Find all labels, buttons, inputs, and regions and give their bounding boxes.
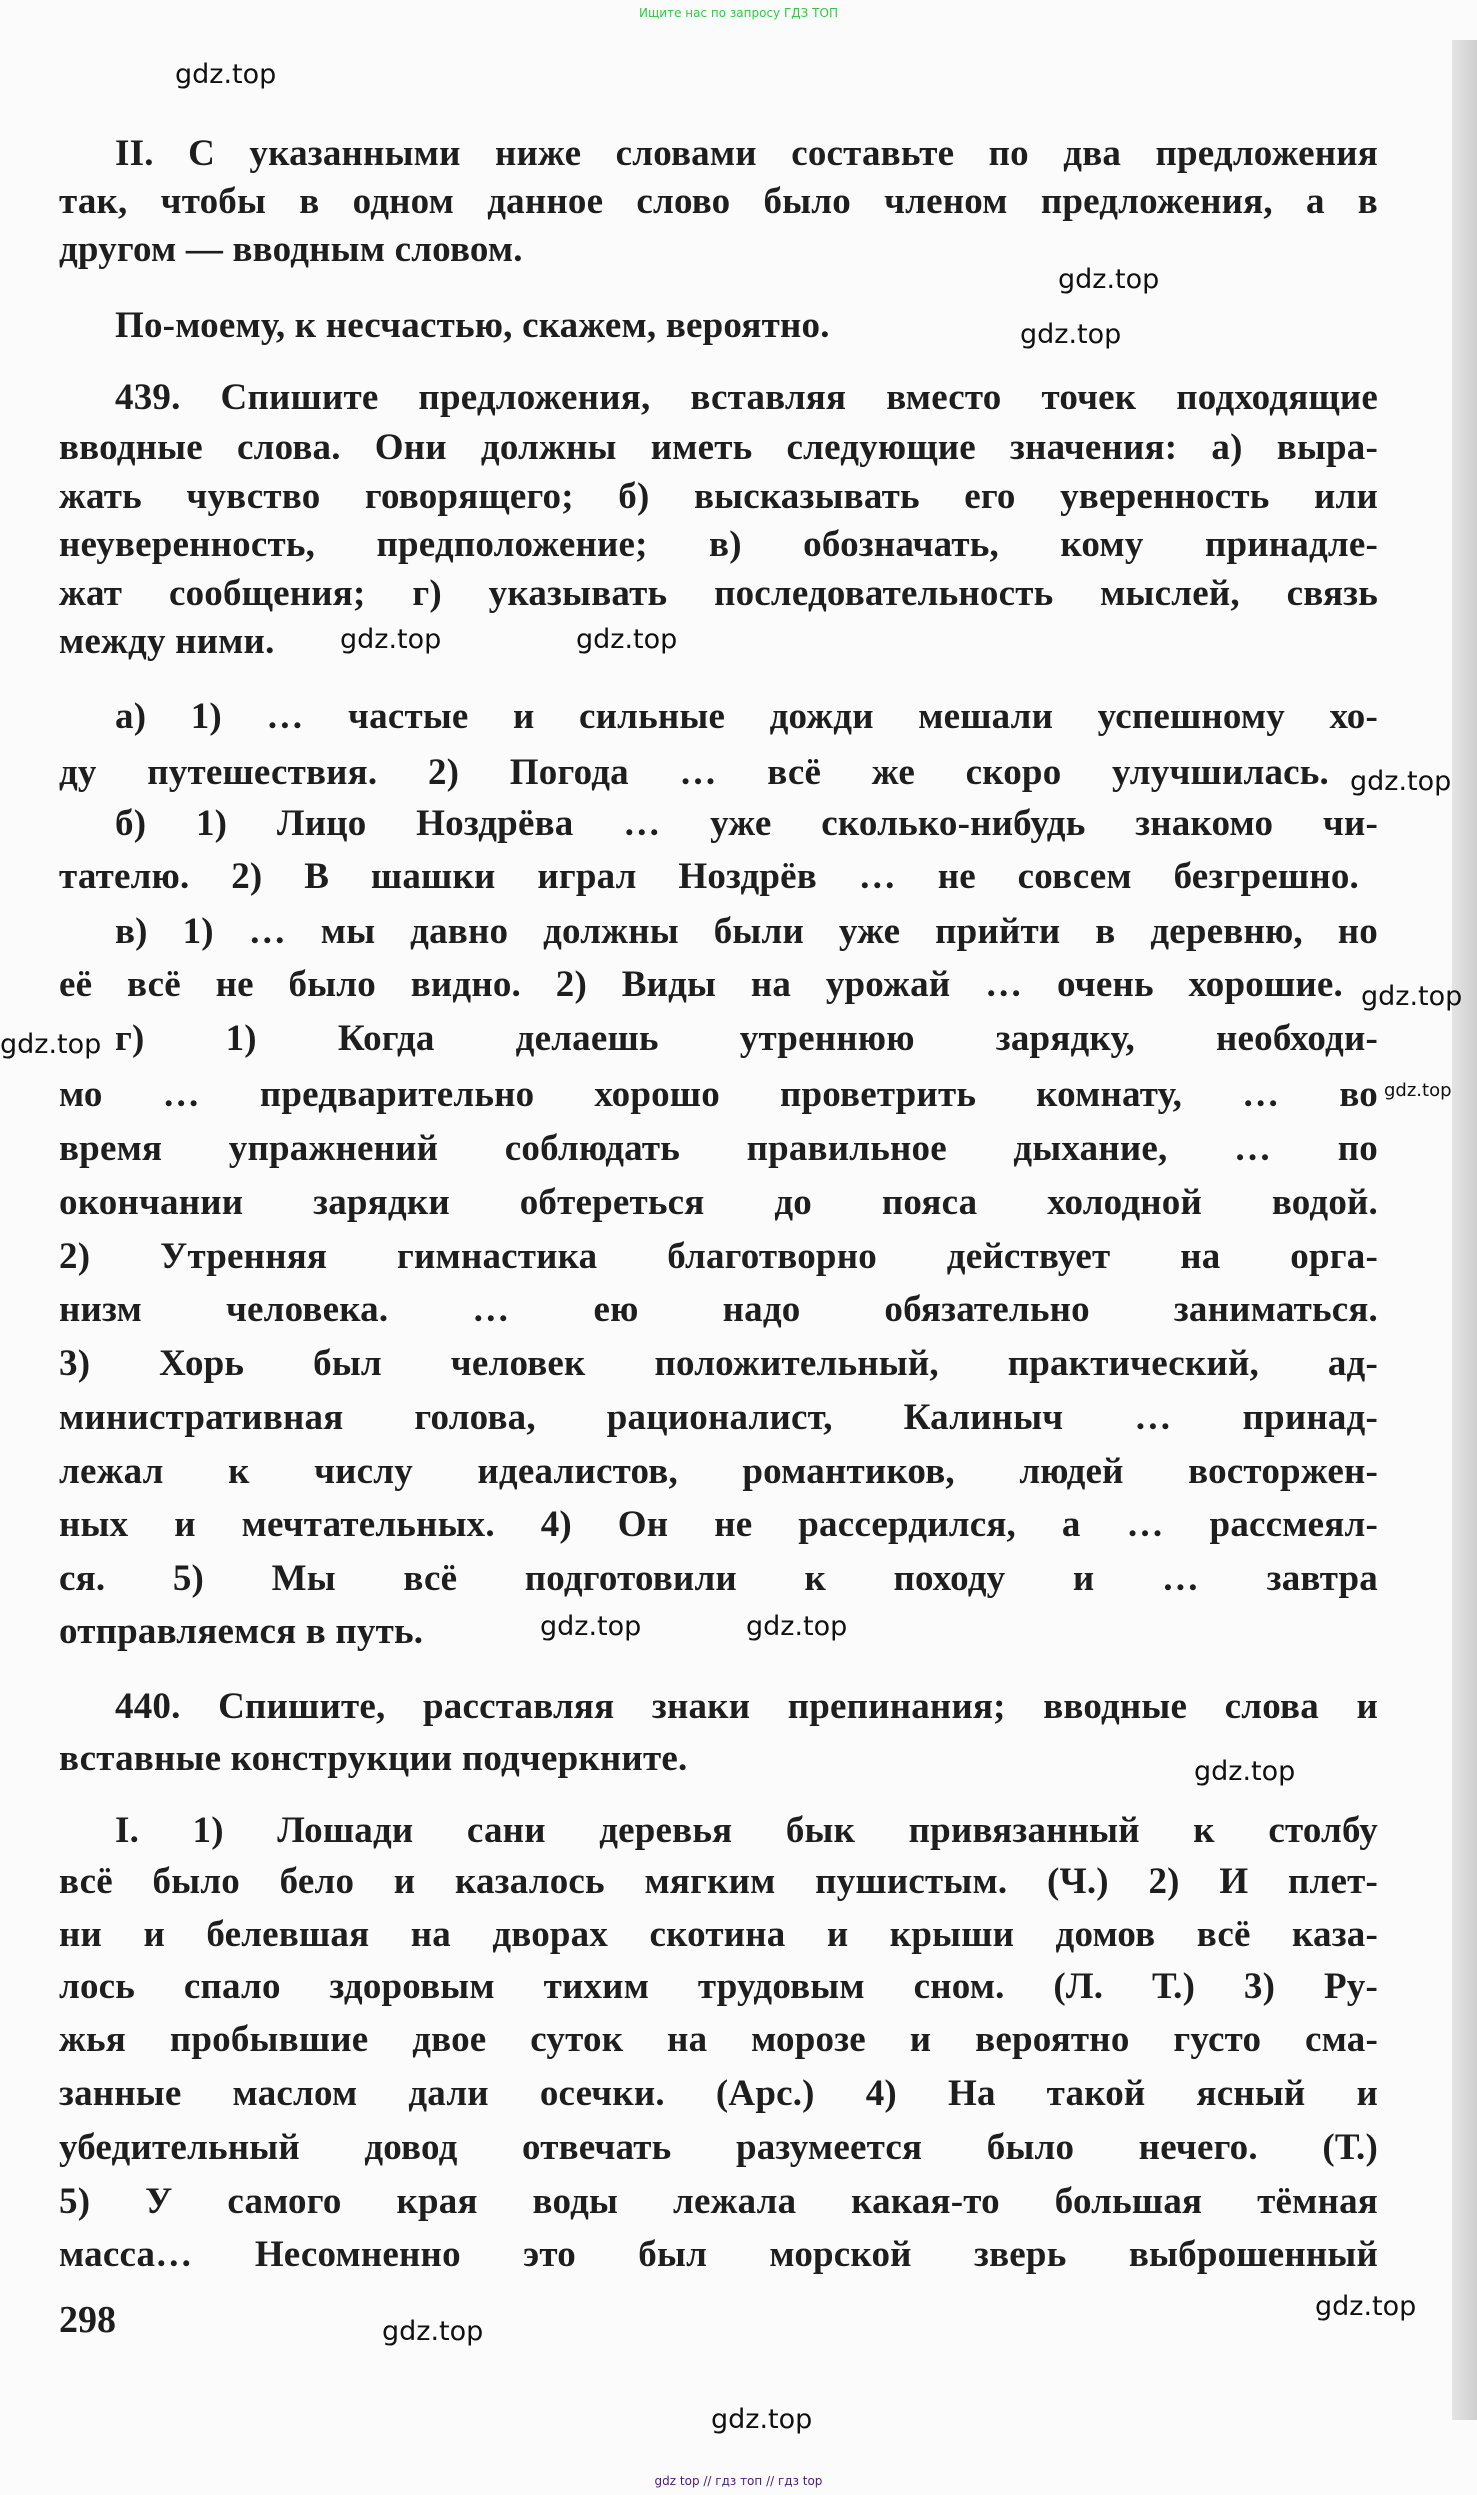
text-line: 5) У самого края воды лежала какая-то большая тёмная	[59, 2181, 1378, 2222]
watermark: gdz.top	[1315, 2291, 1417, 2322]
text-line: её всё не было видно. 2) Виды на урожай … очень хорошие.	[59, 964, 1343, 1005]
text-line: б) 1) Лицо Ноздрёва … уже сколько-нибудь знакомо чи-	[115, 803, 1378, 844]
text-line: ни и белевшая на дворах скотина и крыши домов всё каза-	[59, 1914, 1378, 1955]
watermark: gdz.top	[1361, 981, 1463, 1012]
text-line: а) 1) … частые и сильные дожди мешали успешному хо-	[115, 696, 1378, 737]
text-line: I. 1) Лошади сани деревья бык привязанный к столбу	[115, 1810, 1378, 1851]
text-line: занные маслом дали осечки. (Арс.) 4) На такой ясный и	[59, 2073, 1378, 2114]
text-line: всё было бело и казалось мягким пушистым. (Ч.) 2) И плет-	[59, 1861, 1378, 1902]
watermark: gdz.top	[382, 2316, 484, 2347]
text-line: вставные конструкции подчеркните.	[59, 1738, 688, 1779]
watermark: gdz.top	[1020, 319, 1122, 350]
text-line: II. С указанными ниже словами составьте по два предложения	[115, 133, 1378, 174]
page-edge-shadow	[1452, 40, 1477, 2420]
bottom-banner: gdz top // гдз топ // гдз top	[654, 2474, 823, 2488]
watermark: gdz.top	[746, 1611, 848, 1642]
text-line: в) 1) … мы давно должны были уже прийти в деревню, но	[115, 911, 1378, 952]
text-line: отправляемся в путь.	[59, 1611, 424, 1652]
text-line: ных и мечтательных. 4) Он не рассердился, а … рассмеял-	[59, 1504, 1378, 1545]
text-line: жать чувство говорящего; б) высказывать его уверенность или	[59, 476, 1378, 517]
text-line: г) 1) Когда делаешь утреннюю зарядку, необходи-	[115, 1018, 1378, 1059]
watermark: gdz.top	[1350, 766, 1452, 797]
text-line: окончании зарядки обтереться до пояса холодной водой.	[59, 1182, 1378, 1223]
text-line: масса… Несомненно это был морской зверь выброшенный	[59, 2234, 1378, 2275]
top-banner: Ищите нас по запросу ГДЗ ТОП	[639, 6, 838, 20]
watermark: gdz.top	[175, 59, 277, 90]
watermark: gdz.top	[576, 624, 678, 655]
watermark: gdz.top	[1058, 264, 1160, 295]
text-line: низм человека. … ею надо обязательно заниматься.	[59, 1289, 1378, 1330]
watermark: gdz.top	[540, 1611, 642, 1642]
watermark: gdz.top	[340, 624, 442, 655]
text-line: жья пробывшие двое суток на морозе и вероятно густо сма-	[59, 2019, 1378, 2060]
text-line: мо … предварительно хорошо проветрить комнату, … во	[59, 1074, 1378, 1115]
text-line: другом — вводным словом.	[59, 229, 523, 270]
exercise-440-heading: 440. Спишите, расставляя знаки препинания; вводные слова и	[115, 1686, 1378, 1727]
text-line: лежал к числу идеалистов, романтиков, людей восторжен-	[59, 1451, 1378, 1492]
text-line: 3) Хорь был человек положительный, практический, ад-	[59, 1343, 1378, 1384]
text-line: между ними.	[59, 621, 275, 662]
watermark: gdz.top	[1384, 1080, 1452, 1101]
text-line: жат сообщения; г) указывать последовательность мыслей, связь	[59, 573, 1378, 614]
text-line: убедительный довод отвечать разумеется было нечего. (Т.)	[59, 2127, 1378, 2168]
page-number: 298	[59, 2299, 116, 2341]
text-line: время упражнений соблюдать правильное дыхание, … по	[59, 1128, 1378, 1169]
text-line: ся. 5) Мы всё подготовили к походу и … завтра	[59, 1558, 1378, 1599]
exercise-439-heading: 439. Спишите предложения, вставляя вместо точек подходящие	[115, 377, 1378, 418]
watermark: gdz.top	[1194, 1756, 1296, 1787]
text-line: так, чтобы в одном данное слово было членом предложения, а в	[59, 181, 1378, 222]
text-line: 2) Утренняя гимнастика благотворно действует на орга-	[59, 1236, 1378, 1277]
text-line: неуверенность, предположение; в) обозначать, кому принадле-	[59, 524, 1378, 565]
text-line: лось спало здоровым тихим трудовым сном. (Л. Т.) 3) Ру-	[59, 1966, 1378, 2007]
watermark: gdz.top	[711, 2404, 813, 2435]
text-line: тателю. 2) В шашки играл Ноздрёв … не совсем безгрешно.	[59, 856, 1359, 897]
watermark: gdz.top	[0, 1029, 102, 1060]
word-list: По-моему, к несчастью, скажем, вероятно.	[115, 305, 830, 346]
text-line: вводные слова. Они должны иметь следующие значения: а) выра-	[59, 427, 1378, 468]
text-line: ду путешествия. 2) Погода … всё же скоро улучшилась.	[59, 752, 1329, 793]
text-line: министративная голова, рационалист, Калиныч … принад-	[59, 1397, 1378, 1438]
